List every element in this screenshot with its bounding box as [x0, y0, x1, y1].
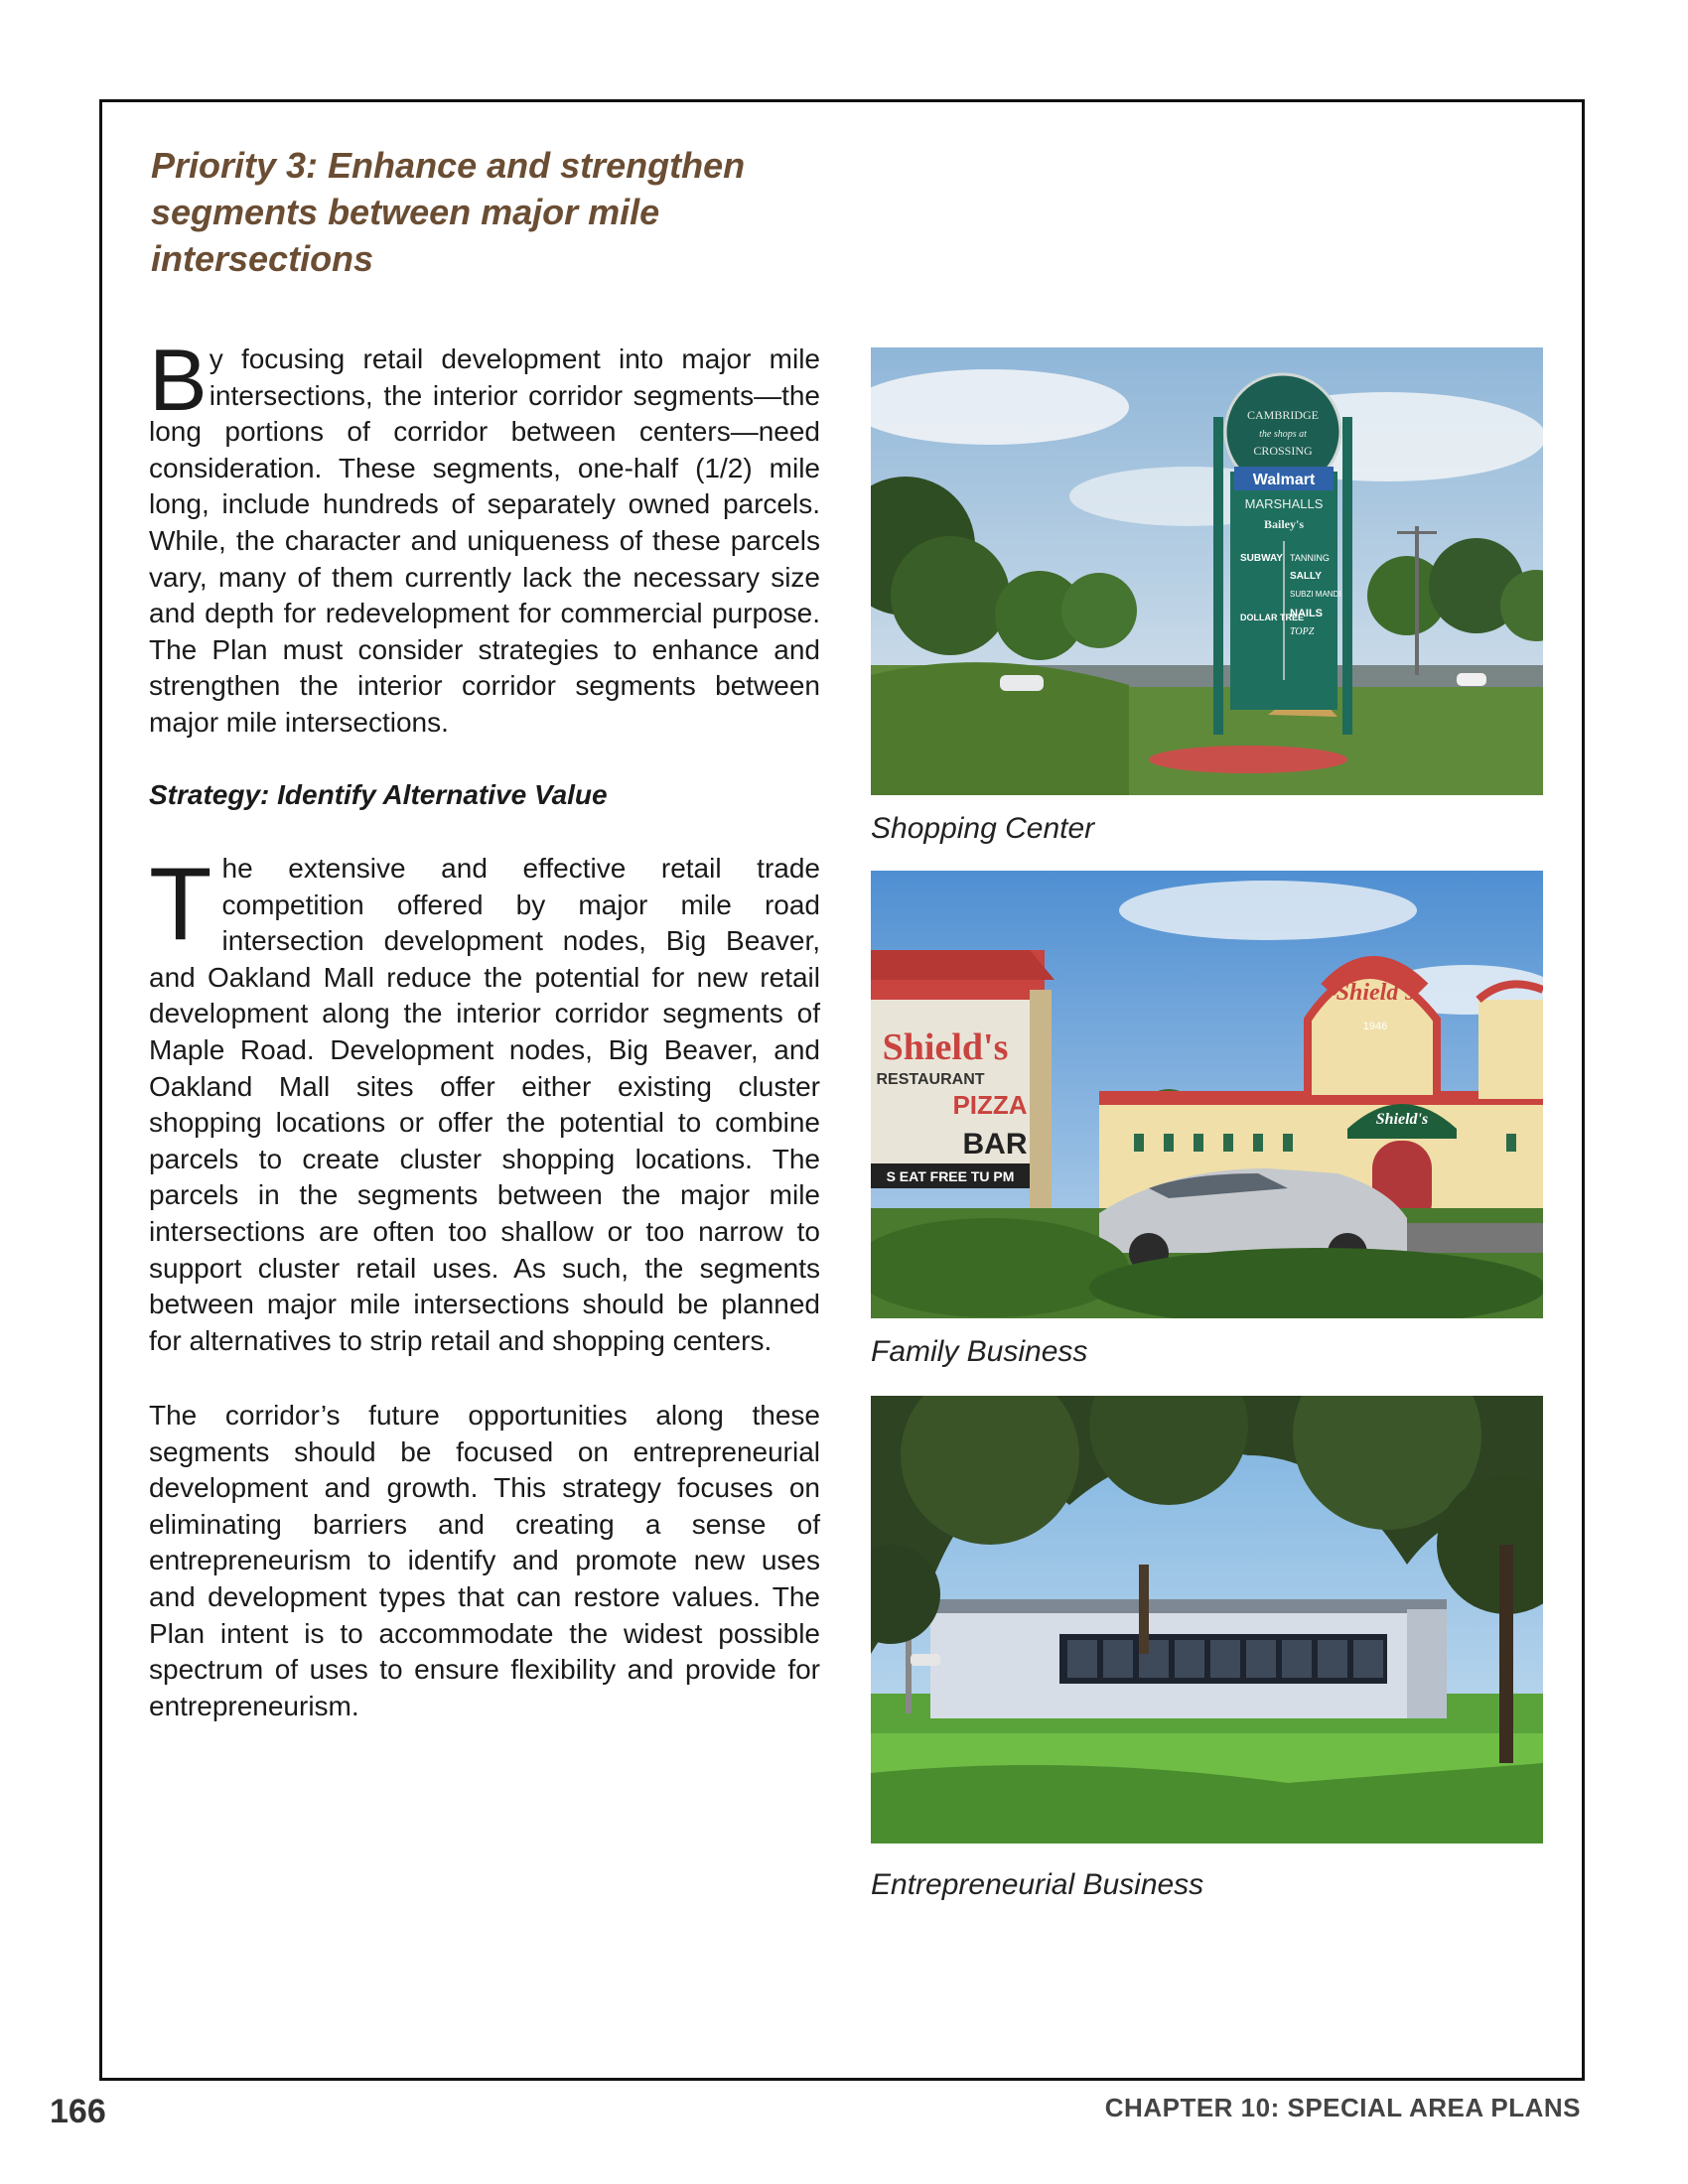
board-sign-bar: BAR [962, 1128, 1028, 1160]
priority-heading: Priority 3: Enhance and strengthen segments between major mile intersections [151, 145, 746, 279]
drop-cap: T [149, 847, 212, 962]
board-sign-pizza: PIZZA [952, 1090, 1028, 1120]
shopping-center-illustration [871, 347, 1543, 795]
strategy-heading: Strategy: Identify Alternative Value [149, 779, 608, 810]
opportunity-paragraph-text: The corridor’s future opportunities along these segments should be focused on entrepreneurial development and growth. This strategy focuses on eliminating barriers and creating a sense of entrepreneurism to identify and promote new uses and development types that can restore values. The Plan intent is to accommodate the widest possible spectrum of uses to ensure flexibility and provide for entrepreneurism. [149, 1400, 820, 1721]
shopping-center-caption: Shopping Center [871, 812, 1095, 845]
sign-arch-middle: the shops at [1259, 429, 1307, 440]
board-sign-name: Shield's [882, 1026, 1009, 1068]
shopping-center-photo [871, 347, 1543, 795]
sign-tenant-tanning: TANNING [1290, 553, 1330, 563]
entrepreneurial-business-illustration [871, 1396, 1543, 1843]
strategy-paragraph [149, 847, 820, 1359]
sign-tenant-baileys: Bailey's [1263, 517, 1305, 531]
opportunity-paragraph [149, 1398, 820, 1724]
entrepreneurial-business-photo [871, 1396, 1543, 1843]
sign-arch-bottom: CROSSING [1253, 444, 1313, 458]
strategy-paragraph-text: he extensive and effective retail trade competition offered by major mile road intersection development nodes, Big Beaver, and Oakland Mall reduce the potential for new retail development along the interior corridor segments of Maple Road. Development nodes, Big Beaver, and Oakland Mall sites offer either existing cluster shopping locations or offer the potential to combine parcels to create cluster shopping locations. The parcels in the segments between the major mile intersections are often too shallow or too narrow to support cluster retail uses. As such, the segments between major mile intersections should be planned for alternatives to strip retail and shopping centers. [149, 853, 820, 1356]
sign-tenant-walmart: Walmart [1252, 472, 1316, 488]
sign-tenant-topz: TOPZ [1290, 626, 1315, 637]
family-business-illustration [871, 871, 1543, 1318]
sign-arch-top: CAMBRIDGE [1246, 408, 1320, 422]
board-sign-banner: S EAT FREE TU PM [886, 1168, 1015, 1184]
entrepreneurial-business-caption: Entrepreneurial Business [871, 1868, 1204, 1901]
chapter-label: CHAPTER 10: SPECIAL AREA PLANS [1104, 2093, 1581, 2122]
page-number: 166 [50, 2093, 106, 2130]
family-business-caption: Family Business [871, 1335, 1088, 1368]
board-sign-restaurant: RESTAURANT [876, 1071, 985, 1088]
sign-tenant-sally: SALLY [1290, 571, 1322, 582]
dome-sign-name: Shield's [1336, 980, 1415, 1006]
drop-cap: B [149, 331, 208, 429]
sign-tenant-subway: SUBWAY [1240, 553, 1283, 564]
awning-sign: Shield's [1375, 1111, 1429, 1128]
sign-tenant-dollar-tree: DOLLAR TREE [1240, 613, 1304, 622]
sign-tenant-marshalls: MARSHALLS [1244, 496, 1324, 511]
sign-tenant-nails: NAILS [1290, 608, 1323, 619]
intro-paragraph-text: y focusing retail development into major mile intersections, the interior corridor segments—the long portions of corridor between centers—need consideration. These segments, one-half (1/2) mile long, include hundreds of separately owned parcels. While, the character and uniqueness of these parcels vary, many of them currently lack the necessary size and depth for redevelopment for commercial purpose. The Plan must consider strategies to enhance and strengthen the interior corridor segments between major mile intersections. [149, 343, 820, 738]
sign-tenant-subzi-mandi: SUBZI MANDI [1290, 590, 1341, 599]
dome-sign-year: 1946 [1362, 1021, 1388, 1032]
intro-paragraph [149, 331, 820, 742]
family-business-photo [871, 871, 1543, 1318]
